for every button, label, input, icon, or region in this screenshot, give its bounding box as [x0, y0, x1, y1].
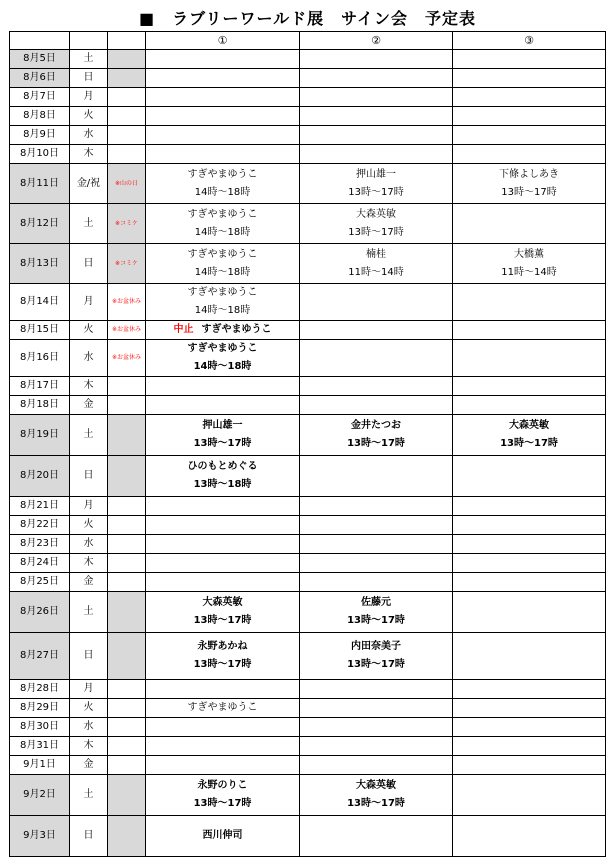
slot-cell [146, 756, 300, 775]
slot-cell [453, 456, 606, 497]
day-cell: 金/祝 [70, 164, 108, 204]
day-cell: 月 [70, 88, 108, 107]
table-row [10, 718, 606, 737]
slot-cell [146, 592, 300, 633]
day-cell: 土 [70, 204, 108, 244]
note-cell [108, 816, 146, 857]
slot-cell [453, 775, 606, 816]
session-time: 14時～18時 [194, 186, 251, 198]
date-cell: 8月30日 [10, 718, 70, 737]
slot-cell [300, 718, 453, 737]
slot-cell [453, 284, 606, 321]
author-name: 西川伸司 [202, 830, 243, 841]
note-cell: ※お盆休み [108, 321, 146, 340]
session-time: 13時～17時 [348, 186, 404, 198]
note-cell [108, 756, 146, 775]
slot-cell [300, 284, 453, 321]
slot-cell [300, 573, 453, 592]
table-row [10, 775, 606, 816]
day-cell: 水 [70, 340, 108, 377]
slot-cell [146, 340, 300, 377]
slot-cell [453, 107, 606, 126]
day-cell: 金 [70, 573, 108, 592]
slot-cell [300, 321, 453, 340]
note-cell: ※コミケ [108, 244, 146, 284]
note-cell [108, 775, 146, 816]
author-name: 内田奈美子 [351, 641, 401, 652]
slot-cell [453, 415, 606, 456]
slot-cell [453, 554, 606, 573]
date-cell: 8月29日 [10, 699, 70, 718]
date-cell: 8月15日 [10, 321, 70, 340]
author-name: 永野のりこ [197, 780, 248, 791]
session-time: 13時～17時 [501, 186, 557, 198]
date-cell: 8月28日 [10, 680, 70, 699]
slot-cell [300, 516, 453, 535]
slot-cell [453, 680, 606, 699]
slot-cell [146, 284, 300, 321]
note-cell [108, 145, 146, 164]
slot-cell [146, 88, 300, 107]
day-cell: 火 [70, 107, 108, 126]
slot-cell [146, 680, 300, 699]
slot-cell [300, 340, 453, 377]
slot-cell [300, 633, 453, 680]
session-time: 13時～17時 [347, 798, 405, 809]
slot-cell [453, 535, 606, 554]
date-cell: 8月12日 [10, 204, 70, 244]
date-cell: 8月18日 [10, 396, 70, 415]
author-name: すぎやまゆうこ [187, 208, 258, 220]
slot-cell [146, 816, 300, 857]
slot-cell [300, 456, 453, 497]
slot-cell [453, 737, 606, 756]
slot-cell [146, 737, 300, 756]
slot-cell [300, 737, 453, 756]
slot-cell [453, 718, 606, 737]
slot-cell [300, 69, 453, 88]
day-cell: 土 [70, 415, 108, 456]
slot-cell [300, 107, 453, 126]
table-row [10, 737, 606, 756]
table-row [10, 756, 606, 775]
header-cell-note [108, 32, 146, 50]
slot-cell [146, 775, 300, 816]
table-row [10, 204, 606, 244]
session-time: 13時～17時 [347, 615, 405, 626]
note-cell [108, 535, 146, 554]
date-cell: 8月17日 [10, 377, 70, 396]
slot-cell [453, 592, 606, 633]
note-cell [108, 718, 146, 737]
date-cell: 8月10日 [10, 145, 70, 164]
slot-cell [300, 50, 453, 69]
author-name: すぎやまゆうこ [187, 287, 258, 298]
slot-cell [453, 497, 606, 516]
slot-cell [453, 50, 606, 69]
table-row [10, 415, 606, 456]
slot-cell [453, 699, 606, 718]
slot-cell [453, 377, 606, 396]
author-name: 下條よしあき [499, 168, 559, 180]
day-cell: 土 [70, 592, 108, 633]
slot-cell [146, 50, 300, 69]
slot-cell [300, 244, 453, 284]
author-name: 永野あかね [197, 641, 248, 652]
table-row [10, 535, 606, 554]
slot-cell [453, 88, 606, 107]
day-cell: 日 [70, 456, 108, 497]
slot-cell [300, 816, 453, 857]
day-cell: 金 [70, 396, 108, 415]
note-cell [108, 396, 146, 415]
table-row [10, 126, 606, 145]
author-name: すぎやまゆうこ [201, 324, 272, 335]
session-time: 13時～17時 [348, 226, 404, 238]
session-time: 14時～18時 [194, 305, 251, 316]
note-cell [108, 592, 146, 633]
slot-cell [453, 396, 606, 415]
note-cell: ※コミケ [108, 204, 146, 244]
slot-cell [453, 126, 606, 145]
date-cell: 9月1日 [10, 756, 70, 775]
slot-cell [453, 340, 606, 377]
table-row [10, 164, 606, 204]
day-cell: 日 [70, 816, 108, 857]
slot-cell [300, 88, 453, 107]
day-cell: 日 [70, 69, 108, 88]
note-cell [108, 516, 146, 535]
author-name: すぎやまゆうこ [187, 702, 258, 713]
table-row [10, 456, 606, 497]
table-row [10, 88, 606, 107]
slot-cell [300, 756, 453, 775]
slot-cell [453, 516, 606, 535]
slot-cell [453, 816, 606, 857]
slot-cell [146, 107, 300, 126]
slot-cell [300, 164, 453, 204]
date-cell: 8月19日 [10, 415, 70, 456]
session-time: 13時～17時 [347, 438, 405, 449]
slot-cell [453, 756, 606, 775]
date-cell: 8月26日 [10, 592, 70, 633]
header-cell-slot-3: ③ [453, 32, 606, 50]
date-cell: 8月20日 [10, 456, 70, 497]
cancel-label: 中止 [173, 324, 194, 335]
author-name: すぎやまゆうこ [187, 248, 258, 260]
session-time: 13時～17時 [193, 798, 252, 809]
author-name: 押山雄一 [356, 168, 396, 180]
slot-cell [146, 377, 300, 396]
day-cell: 日 [70, 633, 108, 680]
slot-cell [146, 573, 300, 592]
table-row [10, 107, 606, 126]
slot-cell [146, 204, 300, 244]
table-row [10, 680, 606, 699]
author-name: すぎやまゆうこ [187, 168, 258, 180]
author-name: 大橋薫 [514, 248, 544, 260]
note-cell: ※山の日 [108, 164, 146, 204]
slot-cell [146, 145, 300, 164]
author-name: 大森英敏 [356, 208, 396, 220]
slot-cell [300, 592, 453, 633]
note-cell [108, 680, 146, 699]
day-cell: 火 [70, 321, 108, 340]
date-cell: 9月3日 [10, 816, 70, 857]
day-cell: 木 [70, 377, 108, 396]
session-time: 13時～17時 [500, 438, 558, 449]
day-cell: 水 [70, 718, 108, 737]
slot-cell [146, 69, 300, 88]
day-cell: 月 [70, 284, 108, 321]
slot-cell [453, 164, 606, 204]
date-cell: 8月31日 [10, 737, 70, 756]
slot-cell [300, 126, 453, 145]
date-cell: 8月6日 [10, 69, 70, 88]
date-cell: 8月23日 [10, 535, 70, 554]
note-cell: ※お盆休み [108, 284, 146, 321]
slot-cell [146, 516, 300, 535]
table-row [10, 816, 606, 857]
table-row [10, 50, 606, 69]
day-cell: 火 [70, 516, 108, 535]
date-cell: 8月5日 [10, 50, 70, 69]
author-name: 大森英敏 [356, 780, 396, 791]
slot-cell [300, 775, 453, 816]
note-cell [108, 69, 146, 88]
slot-cell [146, 415, 300, 456]
slot-cell [453, 321, 606, 340]
session-time: 13時～17時 [193, 438, 252, 449]
day-cell: 金 [70, 756, 108, 775]
date-cell: 8月24日 [10, 554, 70, 573]
table-row [10, 284, 606, 321]
slot-cell [300, 699, 453, 718]
session-time: 14時～18時 [194, 226, 251, 238]
slot-cell [453, 573, 606, 592]
slot-cell [146, 718, 300, 737]
author-name: 押山雄一 [202, 420, 243, 431]
slot-cell [300, 204, 453, 244]
table-row [10, 340, 606, 377]
slot-cell [300, 535, 453, 554]
header-cell-date [10, 32, 70, 50]
date-cell: 8月21日 [10, 497, 70, 516]
slot-cell [300, 145, 453, 164]
slot-cell [146, 244, 300, 284]
slot-cell [146, 126, 300, 145]
slot-cell [300, 396, 453, 415]
slot-cell [453, 633, 606, 680]
table-row [10, 69, 606, 88]
day-cell: 木 [70, 737, 108, 756]
day-cell: 水 [70, 126, 108, 145]
table-row [10, 554, 606, 573]
date-cell: 8月27日 [10, 633, 70, 680]
slot-cell [453, 69, 606, 88]
author-name: 大森英敏 [202, 597, 243, 608]
note-cell: ※お盆休み [108, 340, 146, 377]
note-cell [108, 415, 146, 456]
session-time: 13時～18時 [193, 479, 252, 490]
note-cell [108, 737, 146, 756]
page-title: ■ ラブリーワールド展 サイン会 予定表 [138, 9, 477, 28]
table-row [10, 516, 606, 535]
author-name: 楠桂 [366, 248, 386, 260]
date-cell: 8月7日 [10, 88, 70, 107]
day-cell: 木 [70, 145, 108, 164]
table-row [10, 699, 606, 718]
date-cell: 8月16日 [10, 340, 70, 377]
table-row [10, 145, 606, 164]
header-cell-slot-1: ① [146, 32, 300, 50]
date-cell: 8月13日 [10, 244, 70, 284]
author-name: すぎやまゆうこ [187, 343, 258, 354]
day-cell: 木 [70, 554, 108, 573]
table-row [10, 573, 606, 592]
slot-cell [300, 554, 453, 573]
slot-cell [146, 456, 300, 497]
table-row [10, 396, 606, 415]
session-time: 13時～17時 [193, 615, 252, 626]
table-row [10, 321, 606, 340]
note-cell [108, 573, 146, 592]
session-time: 14時～18時 [194, 266, 251, 278]
schedule-table [9, 31, 606, 857]
session-time: 11時～14時 [348, 266, 404, 278]
author-name: ひのもとめぐる [187, 461, 258, 472]
note-cell [108, 497, 146, 516]
note-cell [108, 633, 146, 680]
header-cell-day [70, 32, 108, 50]
slot-cell [453, 204, 606, 244]
day-cell: 水 [70, 535, 108, 554]
note-cell [108, 126, 146, 145]
day-cell: 土 [70, 50, 108, 69]
session-time: 13時～17時 [193, 659, 252, 670]
note-cell [108, 50, 146, 69]
date-cell: 9月2日 [10, 775, 70, 816]
day-cell: 火 [70, 699, 108, 718]
slot-cell [146, 497, 300, 516]
note-cell [108, 554, 146, 573]
date-cell: 8月8日 [10, 107, 70, 126]
table-row [10, 377, 606, 396]
table-row [10, 497, 606, 516]
table-row [10, 244, 606, 284]
day-cell: 月 [70, 680, 108, 699]
slot-cell [300, 680, 453, 699]
author-name: 金井たつお [351, 420, 401, 431]
day-cell: 日 [70, 244, 108, 284]
author-name: 佐藤元 [361, 597, 391, 608]
date-cell: 8月9日 [10, 126, 70, 145]
slot-cell [146, 535, 300, 554]
date-cell: 8月22日 [10, 516, 70, 535]
header-cell-slot-2: ② [300, 32, 453, 50]
note-cell [108, 107, 146, 126]
table-row [10, 592, 606, 633]
slot-cell [146, 396, 300, 415]
slot-cell [300, 377, 453, 396]
author-name: 大森英敏 [509, 420, 549, 431]
day-cell: 月 [70, 497, 108, 516]
slot-cell [453, 244, 606, 284]
date-cell: 8月25日 [10, 573, 70, 592]
note-cell [108, 456, 146, 497]
session-time: 14時～18時 [193, 361, 252, 372]
note-cell [108, 88, 146, 107]
slot-cell [146, 699, 300, 718]
cancelled-event-cell [146, 321, 300, 340]
date-cell: 8月14日 [10, 284, 70, 321]
note-cell [108, 699, 146, 718]
slot-cell [300, 497, 453, 516]
day-cell: 土 [70, 775, 108, 816]
slot-cell [146, 164, 300, 204]
slot-cell [453, 145, 606, 164]
table-row [10, 633, 606, 680]
slot-cell [146, 633, 300, 680]
header-row [10, 32, 606, 50]
session-time: 13時～17時 [347, 659, 405, 670]
session-time: 11時～14時 [501, 266, 557, 278]
slot-cell [300, 415, 453, 456]
slot-cell [146, 554, 300, 573]
date-cell: 8月11日 [10, 164, 70, 204]
note-cell [108, 377, 146, 396]
